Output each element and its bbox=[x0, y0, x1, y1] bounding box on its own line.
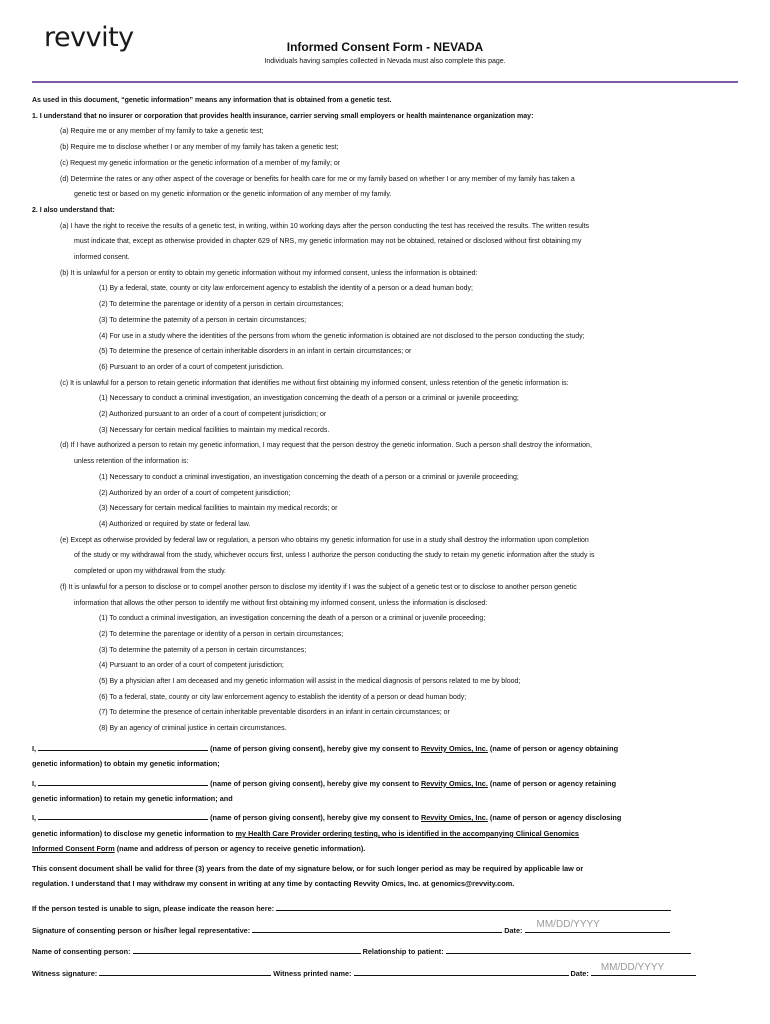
consent-text: (name of person giving consent), hereby give my consent to bbox=[210, 813, 419, 823]
intro-text: As used in this document, “genetic information” means any information that is obtained from a genetic test. bbox=[32, 97, 392, 104]
list-item: (4) For use in a study where the identities of the persons from whom the genetic information is obtained are not disclosed to the person conducting the study; bbox=[99, 332, 585, 340]
header-divider bbox=[32, 81, 738, 83]
list-item: (2) To determine the parentage or identity of a person in certain circumstances; bbox=[99, 301, 344, 309]
witness-signature-field[interactable] bbox=[99, 968, 271, 976]
consent-name-field-2[interactable] bbox=[38, 778, 208, 786]
section-2-item-d: (d) If I have authorized a person to retain my genetic information, I may request that the person destroy the genetic information. Such a person shall destroy the information, bbox=[60, 442, 592, 450]
consent-text: genetic information) to obtain my genetic information; bbox=[32, 759, 220, 769]
list-item: (2) Authorized pursuant to an order of a court of competent jurisdiction; or bbox=[99, 411, 327, 419]
agency-name: Revvity Omics, Inc. bbox=[420, 743, 488, 753]
section-2-item-b: (b) It is unlawful for a person or entity to obtain my genetic information without my informed consent, unless the information is obtained: bbox=[60, 269, 478, 277]
consent-text: genetic information) to disclose my genetic information to bbox=[32, 828, 234, 838]
section-2-item-a-cont: informed consent. bbox=[74, 254, 130, 262]
witness-date-placeholder: MM/DD/YYYY bbox=[600, 961, 665, 973]
list-item: (8) By an agency of criminal justice in certain circumstances. bbox=[99, 725, 287, 733]
list-item: (1) To conduct a criminal investigation, an investigation concerning the death of a person or a criminal or juvenile proceeding; bbox=[99, 615, 486, 623]
list-item: (1) Necessary to conduct a criminal investigation, an investigation concerning the death of a person or a criminal or juvenile proceeding; bbox=[99, 395, 519, 403]
agency-name: Revvity Omics, Inc. bbox=[420, 813, 488, 823]
list-item: (3) To determine the paternity of a person in certain circumstances; bbox=[99, 316, 307, 324]
section-1-item-d-cont: genetic test or based on my genetic information or the genetic information of any member of my family. bbox=[74, 191, 392, 199]
consent-disclose bbox=[32, 810, 738, 856]
consent-text: genetic information) to retain my genetic information; and bbox=[32, 794, 233, 804]
section-1-item-d: (d) Determine the rates or any other aspect of the coverage or benefits for health care for me or my family based on whether I or any member of my family has taken a bbox=[60, 175, 575, 183]
witness-date-field[interactable] bbox=[591, 961, 696, 976]
list-item: (4) Pursuant to an order of a court of competent jurisdiction; bbox=[99, 662, 284, 670]
signature-label: Signature of consenting person or his/her legal representative: bbox=[32, 925, 251, 935]
section-1-item-c: (c) Request my genetic information or the genetic information of a member of my family; or bbox=[60, 159, 341, 167]
section-2-item-e-cont: completed or upon my withdrawal from the study. bbox=[74, 568, 226, 576]
section-2-item-e: (e) Except as otherwise provided by federal law or regulation, a person who obtains my genetic information for use in a study shall destroy the information upon completion bbox=[60, 536, 589, 544]
relationship-field[interactable] bbox=[446, 946, 691, 954]
section-1-item-a: (a) Require me or any member of my family to take a genetic test; bbox=[60, 128, 264, 136]
date-label: Date: bbox=[504, 925, 523, 935]
form-subtitle: Individuals having samples collected in Nevada must also complete this page. bbox=[264, 58, 506, 65]
consent-text: (name of person giving consent), hereby give my consent to bbox=[210, 778, 419, 788]
witness-date-label: Date: bbox=[570, 968, 589, 978]
section-2-item-a: (a) I have the right to receive the results of a genetic test, in writing, within 10 working days after the person conducting the test has received the results. The written results bbox=[60, 222, 590, 230]
section-2-item-f-cont: information that allows the other person to identify me without first obtaining my informed consent, unless the information is disclosed: bbox=[74, 599, 488, 607]
consent-name-field-1[interactable] bbox=[38, 743, 208, 751]
witness-name-field[interactable] bbox=[354, 968, 569, 976]
consent-text: (name and address of person or agency to receive genetic information). bbox=[116, 844, 366, 854]
section-2-item-c: (c) It is unlawful for a person to retain genetic information that identifies me without first obtaining my informed consent, unless retention of the genetic information is: bbox=[60, 379, 569, 387]
disclose-recipient: my Health Care Provider ordering testing, who is identified in the accompanying Clinical Genomics bbox=[235, 828, 579, 838]
unable-reason-field[interactable] bbox=[276, 903, 671, 911]
validity-text: This consent document shall be valid for three (3) years from the date of my signature below, or for such longer period as may be required by applicable law or bbox=[32, 863, 584, 873]
form-title: Informed Consent Form - NEVADA bbox=[286, 40, 484, 54]
form-body bbox=[32, 93, 738, 981]
list-item: (1) Necessary to conduct a criminal investigation, an investigation concerning the death of a person or a criminal or juvenile proceeding; bbox=[99, 473, 519, 481]
consent-text: (name of person giving consent), hereby give my consent to bbox=[210, 743, 419, 753]
revvity-logo: revvity bbox=[44, 22, 134, 53]
name-label: Name of consenting person: bbox=[32, 947, 131, 957]
list-item: (2) Authorized by an order of a court of competent jurisdiction; bbox=[99, 489, 291, 497]
section-1-heading: 1. I understand that no insurer or corporation that provides health insurance, carrier serving small employers or health maintenance organization may: bbox=[32, 112, 534, 120]
consent-prefix: I, bbox=[32, 813, 37, 823]
list-item: (5) By a physician after I am deceased and my genetic information will assist in the medical diagnosis of persons related to me by blood; bbox=[99, 678, 521, 686]
validity-text: regulation. I understand that I may withdraw my consent in writing at any time by contacting Revvity Omics, Inc. at bbox=[32, 879, 429, 889]
signature-row bbox=[32, 918, 738, 938]
witness-signature-label: Witness signature: bbox=[32, 968, 98, 978]
section-1-item-b: (b) Require me to disclose whether I or any member of my family has taken a genetic test; bbox=[60, 144, 339, 152]
list-item: (3) Necessary for certain medical facilities to maintain my medical records. bbox=[99, 426, 330, 434]
agency-name: Revvity Omics, Inc. bbox=[420, 778, 488, 788]
consent-obtain bbox=[32, 741, 738, 772]
relationship-label: Relationship to patient: bbox=[362, 947, 444, 957]
list-item: (1) By a federal, state, county or city law enforcement agency to establish the identity of a person or a dead human body; bbox=[99, 285, 473, 293]
contact-email[interactable]: genomics@revvity.com bbox=[430, 879, 513, 889]
validity-statement bbox=[32, 861, 738, 892]
list-item: (4) Authorized or required by state or federal law. bbox=[99, 520, 251, 528]
witness-row bbox=[32, 961, 738, 981]
list-item: (2) To determine the parentage or identity of a person in certain circumstances; bbox=[99, 630, 344, 638]
consent-retain bbox=[32, 776, 738, 807]
witness-name-label: Witness printed name: bbox=[273, 968, 352, 978]
consent-name-field-3[interactable] bbox=[38, 812, 208, 820]
section-2-item-f: (f) It is unlawful for a person to disclose or to compel another person to disclose my identity if I was the subject of a genetic test or to disclose to another person genetic bbox=[60, 583, 577, 591]
section-2-item-d-cont: unless retention of the information is: bbox=[74, 458, 189, 466]
unable-to-sign-row bbox=[32, 901, 738, 916]
signature-field[interactable] bbox=[252, 925, 502, 933]
list-item: (5) To determine the presence of certain inheritable disorders in an infant in certain circumstances; or bbox=[99, 348, 412, 356]
list-item: (7) To determine the presence of certain inheritable preventable disorders in an infant in certain circumstances; or bbox=[99, 709, 450, 717]
list-item: (3) Necessary for certain medical facilities to maintain my medical records; or bbox=[99, 505, 338, 513]
consent-prefix: I, bbox=[32, 743, 37, 753]
period: . bbox=[512, 879, 515, 889]
consent-text: (name of person or agency retaining bbox=[489, 778, 617, 788]
section-2-item-e-cont: of the study or my withdrawal from the study, whichever occurs first, unless I authorize the person conducting the study to retain my genetic information after the study is bbox=[74, 552, 595, 560]
section-2-item-a-cont: must indicate that, except as otherwise provided in chapter 629 of NRS, my genetic information may not be obtained, retained or disclosed without first obtaining my bbox=[74, 238, 582, 246]
list-item: (6) To a federal, state, county or city law enforcement agency to establish the identity of a person or dead human body; bbox=[99, 693, 467, 701]
disclose-recipient: Informed Consent Form bbox=[32, 844, 115, 854]
date-field[interactable] bbox=[525, 918, 670, 933]
name-row bbox=[32, 944, 738, 959]
consent-text: (name of person or agency obtaining bbox=[489, 743, 619, 753]
date-placeholder: MM/DD/YYYY bbox=[536, 918, 600, 930]
consent-text: (name of person or agency disclosing bbox=[489, 813, 622, 823]
consent-prefix: I, bbox=[32, 778, 37, 788]
unable-label: If the person tested is unable to sign, please indicate the reason here: bbox=[32, 904, 275, 914]
list-item: (3) To determine the paternity of a person in certain circumstances; bbox=[99, 646, 307, 654]
list-item: (6) Pursuant to an order of a court of competent jurisdiction. bbox=[99, 363, 284, 371]
section-2-heading: 2. I also understand that: bbox=[32, 206, 115, 214]
name-field[interactable] bbox=[133, 946, 361, 954]
